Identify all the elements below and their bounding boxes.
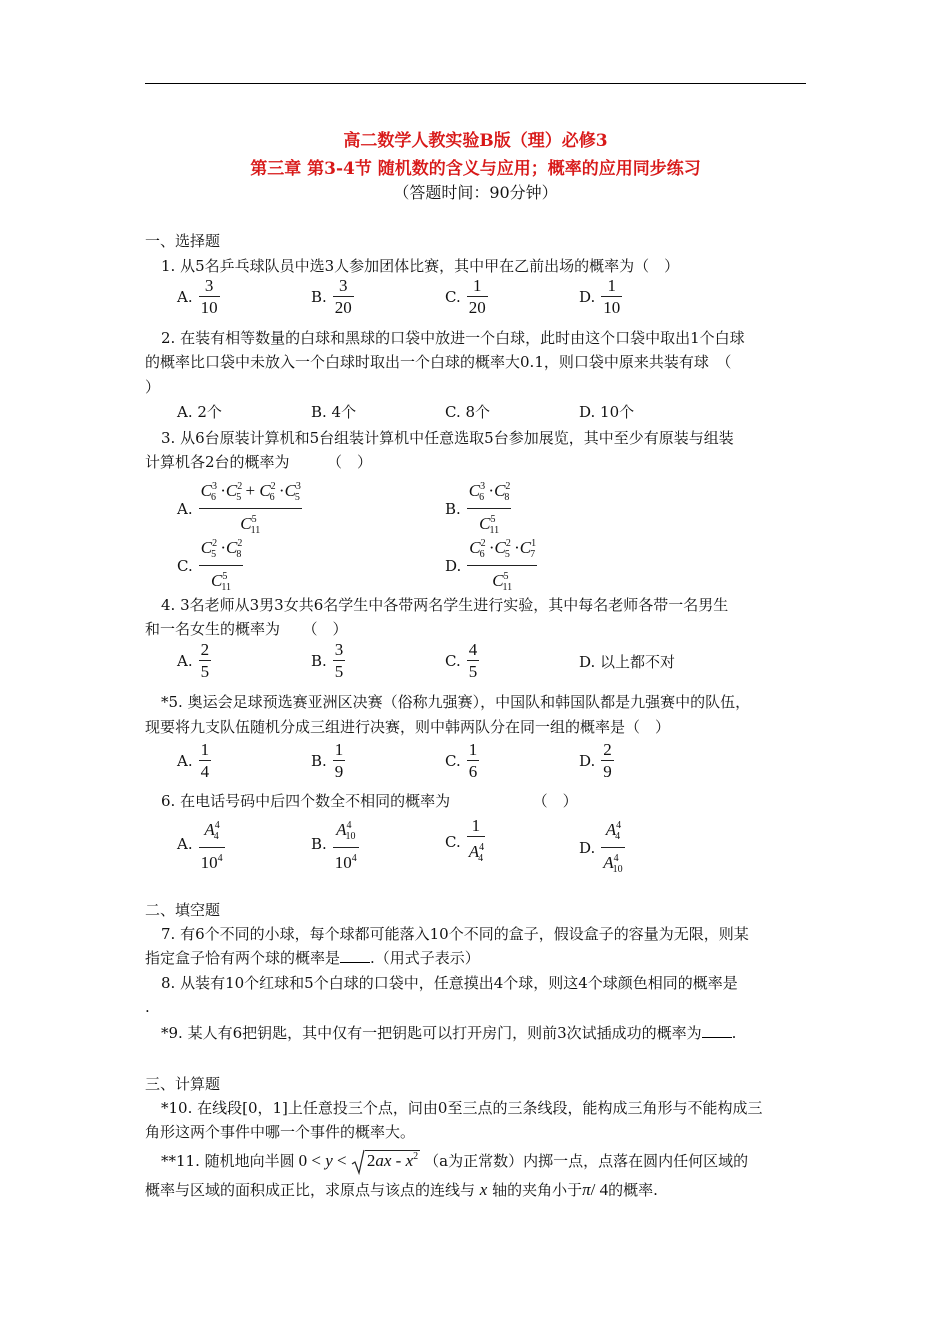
option-label: C. xyxy=(177,556,193,575)
arrangement-fraction: $\frac{A^4_{10}}{10^4}$ xyxy=(334,820,357,872)
time-note: （答题时间：90分钟） xyxy=(393,183,558,202)
doc-subtitle: 第三章 第3-4节 随机数的含义与应用；概率的应用同步练习 xyxy=(250,159,701,179)
arrangement-fraction: $\frac{A^4_4}{10^4}$ xyxy=(200,820,223,872)
q11-text: 概率与区域的面积成正比，求原点与该点的连线与 xyxy=(145,1181,476,1199)
fraction: $\frac{1}{4}$ xyxy=(200,740,210,781)
q5-option-c[interactable] xyxy=(445,740,479,781)
q5-option-b[interactable] xyxy=(311,740,345,781)
question-7-line-2 xyxy=(145,947,806,969)
q7-text: .（用式子表示） xyxy=(370,949,480,967)
option-label: B. xyxy=(311,835,327,853)
q3-option-b[interactable] xyxy=(445,477,511,540)
q4-option-a[interactable] xyxy=(177,640,211,681)
q1-option-a[interactable] xyxy=(177,276,220,317)
option-label: A. xyxy=(177,835,193,853)
option-label: A. xyxy=(177,651,193,670)
option-label: D. xyxy=(579,838,596,857)
fraction: $\frac{3}{5}$ xyxy=(334,640,344,681)
question-6: 6. 在电话号码中后四个数全不相同的概率为 （ ） xyxy=(161,792,578,810)
option-label: C. xyxy=(445,651,461,670)
question-5-line-1: *5. 奥运会足球预选赛亚洲区决赛（俗称九强赛），中国队和韩国队都是九强赛中的队伍， xyxy=(161,693,751,711)
fraction: $\frac{2}{5}$ xyxy=(200,640,210,681)
option-label: B. xyxy=(445,499,461,518)
option-label: A. xyxy=(177,499,193,518)
fraction: $\frac{1}{10}$ xyxy=(603,276,621,317)
question-11-line-2: 概率与区域的面积成正比，求原点与该点的连线与 x 轴的夹角小于π/ 4的概率. xyxy=(145,1180,658,1199)
question-2-line-3: ） xyxy=(145,378,161,396)
q1-option-c[interactable] xyxy=(445,276,488,317)
fraction: $\frac{1}{6}$ xyxy=(468,740,478,781)
fraction: $\frac{3}{20}$ xyxy=(334,276,352,317)
question-11-line-1 xyxy=(145,1146,822,1175)
option-label: D. xyxy=(579,287,596,306)
inequality-formula: $0 < y < 2ax - x^2$ xyxy=(299,1146,421,1175)
combination-fraction: $\frac{C^2_5 \cdot C^2_8}{C^5_{11}}$ xyxy=(200,538,243,593)
q4-option-d[interactable]: D. 以上都不对 xyxy=(579,653,676,671)
section-heading: 二、填空题 xyxy=(145,901,221,919)
question-2-line-1: 2. 在装有相等数量的白球和黑球的口袋中放进一个白球，此时由这个口袋中取出1个白球 xyxy=(161,329,745,347)
q7-text: 指定盒子恰有两个球的概率是 xyxy=(145,949,341,967)
q9-text: *9. 某人有6把钥匙，其中仅有一把钥匙可以打开房门，则前3次试插成功的概率为 xyxy=(161,1024,702,1042)
q11-text: 的概率. xyxy=(608,1181,658,1199)
combination-fraction: $\frac{C^2_6 \cdot C^2_5 \cdot C^1_7}{C^5_{11}}$ xyxy=(469,538,537,593)
q2-option-c[interactable]: C. 8个 xyxy=(445,403,491,421)
option-label: C. xyxy=(445,833,461,851)
q2-option-d[interactable]: D. 10个 xyxy=(579,403,635,421)
q1-option-d[interactable] xyxy=(579,276,622,317)
question-7-line-1: 7. 有6个不同的小球，每个球都可能落入10个不同的盒子，假设盒子的容量为无限，则某 xyxy=(161,925,749,943)
question-4-line-1: 4. 3名老师从3男3女共6名学生中各带两名学生进行实验，其中每名老师各带一名男生 xyxy=(161,596,729,614)
q5-option-a[interactable] xyxy=(177,740,211,781)
pi-over-4: π xyxy=(582,1180,591,1199)
question-5-line-2: 现要将九支队伍随机分成三组进行决赛，则中韩两队分在同一组的概率是（ ） xyxy=(145,718,671,736)
q11-text: **11. 随机地向半圆 xyxy=(161,1151,295,1170)
q4-option-c[interactable] xyxy=(445,640,479,681)
q9-text: . xyxy=(731,1024,737,1042)
option-label: B. xyxy=(311,287,327,306)
q2-option-b[interactable]: B. 4个 xyxy=(311,403,357,421)
arrangement-fraction: $\frac{A^4_4}{A^4_{10}}$ xyxy=(603,820,623,875)
option-label: A. xyxy=(177,751,193,770)
q3-option-d[interactable] xyxy=(445,534,537,597)
combination-fraction: $\frac{C^3_6 \cdot C^2_5 + C^2_6 \cdot C^3_5}{C^5_{11}}$ xyxy=(200,481,301,536)
doc-title: 高二数学人教实验B版（理）必修3 xyxy=(343,131,608,151)
q6-option-a[interactable] xyxy=(177,816,225,872)
section-heading: 三、计算题 xyxy=(145,1075,221,1093)
question-10-line-1: *10. 在线段[0，1]上任意投三个点，问由0至三点的三条线段，能构成三角形与不能构成三 xyxy=(161,1099,763,1117)
fraction: $\frac{2}{9}$ xyxy=(603,740,612,781)
question-4-line-2: 和一名女生的概率为 （ ） xyxy=(145,620,348,638)
q6-option-c[interactable] xyxy=(445,816,485,868)
fraction: $\frac{3}{10}$ xyxy=(200,276,218,317)
question-2-line-2: 的概率比口袋中未放入一个白球时取出一个白球的概率大0.1，则口袋中原来共装有球 （ xyxy=(145,353,732,371)
q6-option-b[interactable] xyxy=(311,816,359,872)
arrangement-fraction: $\frac{1}{A^4_4}$ xyxy=(468,816,485,864)
question-8-line-1: 8. 从装有10个红球和5个白球的口袋中，任意摸出4个球，则这4个球颜色相同的概率是 xyxy=(161,974,738,992)
question-3-line-2: 计算机各2台的概率为 （ ） xyxy=(145,453,373,471)
option-label: B. xyxy=(311,651,327,670)
question-8-line-2: . xyxy=(145,998,150,1016)
option-label: C. xyxy=(445,287,461,306)
question-1: 1. 从5名乒乓球队员中选3人参加团体比赛，其中甲在乙前出场的概率为（ ） xyxy=(161,257,680,275)
option-label: C. xyxy=(445,751,461,770)
answer-blank[interactable] xyxy=(340,948,370,963)
variable-x: x xyxy=(479,1180,488,1199)
top-rule xyxy=(145,83,806,84)
option-label: D. xyxy=(445,556,462,575)
question-3-line-1: 3. 从6台原装计算机和5台组装计算机中任意选取5台参加展览，其中至少有原装与组装 xyxy=(161,429,734,447)
fraction: $\frac{1}{9}$ xyxy=(334,740,344,781)
q1-option-b[interactable] xyxy=(311,276,354,317)
combination-fraction: $\frac{C^3_6 \cdot C^2_8}{C^5_{11}}$ xyxy=(468,481,511,536)
q11-text: 轴的夹角小于 xyxy=(492,1181,583,1199)
q4-option-b[interactable] xyxy=(311,640,345,681)
q5-option-d[interactable] xyxy=(579,740,614,781)
sqrt-icon xyxy=(351,1149,365,1175)
section-heading: 一、选择题 xyxy=(145,232,221,250)
fraction: $\frac{4}{5}$ xyxy=(468,640,478,681)
question-9 xyxy=(145,1022,822,1044)
q3-option-c[interactable] xyxy=(177,534,243,597)
option-label: B. xyxy=(311,751,327,770)
q11-text: （a为正常数）内掷一点，点落在圆内任何区域的 xyxy=(424,1151,749,1170)
option-label: A. xyxy=(177,287,193,306)
q3-option-a[interactable] xyxy=(177,477,302,540)
q6-option-d[interactable] xyxy=(579,816,625,879)
q2-option-a[interactable]: A. 2个 xyxy=(177,403,222,421)
answer-blank[interactable] xyxy=(702,1023,732,1038)
fraction: $\frac{1}{20}$ xyxy=(468,276,486,317)
question-10-line-2: 角形这两个事件中哪一个事件的概率大。 xyxy=(145,1123,416,1141)
option-label: D. xyxy=(579,751,596,770)
